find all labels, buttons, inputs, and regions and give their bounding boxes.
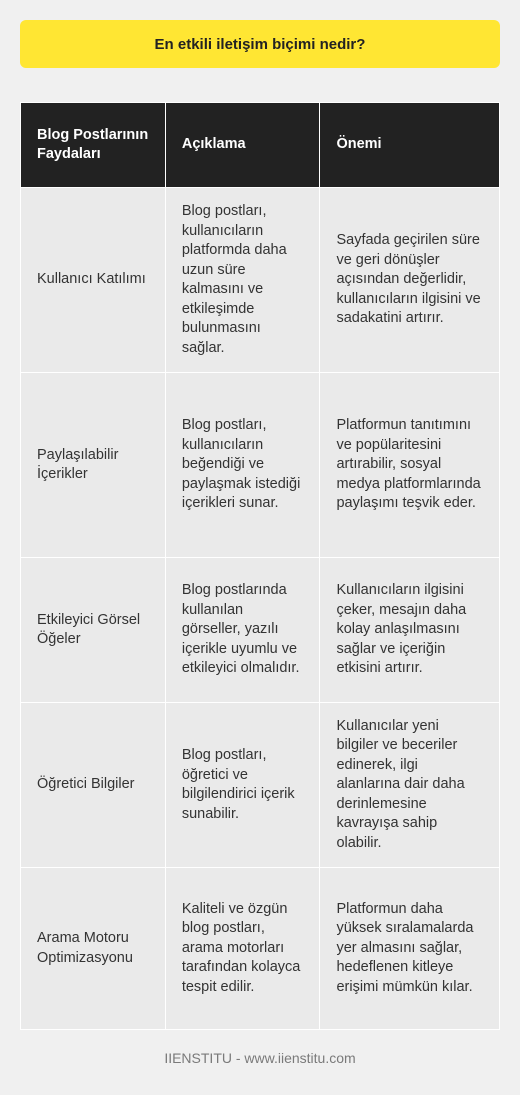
table-row (21, 373, 500, 558)
cell-description: Blog postları, öğretici ve bilgilendirici içerik sunabilir. (165, 703, 320, 868)
cell-importance: Sayfada geçirilen süre ve geri dönüşler açısından değerlidir, kullanıcıların ilgisini ve sadakatini artırır. (320, 188, 500, 373)
table-row (21, 188, 500, 373)
cell-description: Blog postları, kullanıcıların beğendiği ve paylaşmak istediği içerikleri sunar. (165, 373, 320, 558)
cell-benefit: Etkileyici Görsel Öğeler (21, 558, 166, 703)
table-row (21, 558, 500, 703)
table-header-row (21, 103, 500, 188)
header-importance: Önemi (320, 103, 500, 188)
page-title: En etkili iletişim biçimi nedir? (154, 35, 366, 53)
cell-description: Kaliteli ve özgün blog postları, arama motorları tarafından kolayca tespit edilir. (165, 868, 320, 1030)
benefits-table (20, 102, 500, 1030)
cell-description: Blog postlarında kullanılan görseller, yazılı içerikle uyumlu ve etkileyici olmalıdır. (165, 558, 320, 703)
cell-benefit: Öğretici Bilgiler (21, 703, 166, 868)
cell-description: Blog postları, kullanıcıların platformda daha uzun süre kalmasını ve etkileşimde bulunmasını sağlar. (165, 188, 320, 373)
cell-benefit: Kullanıcı Katılımı (21, 188, 166, 373)
cell-importance: Platformun daha yüksek sıralamalarda yer almasını sağlar, hedeflenen kitleye erişimi mümkün kılar. (320, 868, 500, 1030)
cell-benefit: Paylaşılabilir İçerikler (21, 373, 166, 558)
title-banner (20, 20, 500, 68)
footer-credit: IIENSTITU - www.iienstitu.com (164, 1050, 356, 1066)
header-description: Açıklama (165, 103, 320, 188)
cell-importance: Platformun tanıtımını ve popülaritesini artırabilir, sosyal medya platformlarında paylaşımı teşvik eder. (320, 373, 500, 558)
cell-importance: Kullanıcıların ilgisini çeker, mesajın daha kolay anlaşılmasını sağlar ve içeriğin etkisini artırır. (320, 558, 500, 703)
cell-importance: Kullanıcılar yeni bilgiler ve beceriler edinerek, ilgi alanlarına dair daha derinlemesine kavrayışa sahip olabilir. (320, 703, 500, 868)
header-benefits: Blog Postlarının Faydaları (21, 103, 166, 188)
cell-benefit: Arama Motoru Optimizasyonu (21, 868, 166, 1030)
table-row (21, 703, 500, 868)
table-row (21, 868, 500, 1030)
